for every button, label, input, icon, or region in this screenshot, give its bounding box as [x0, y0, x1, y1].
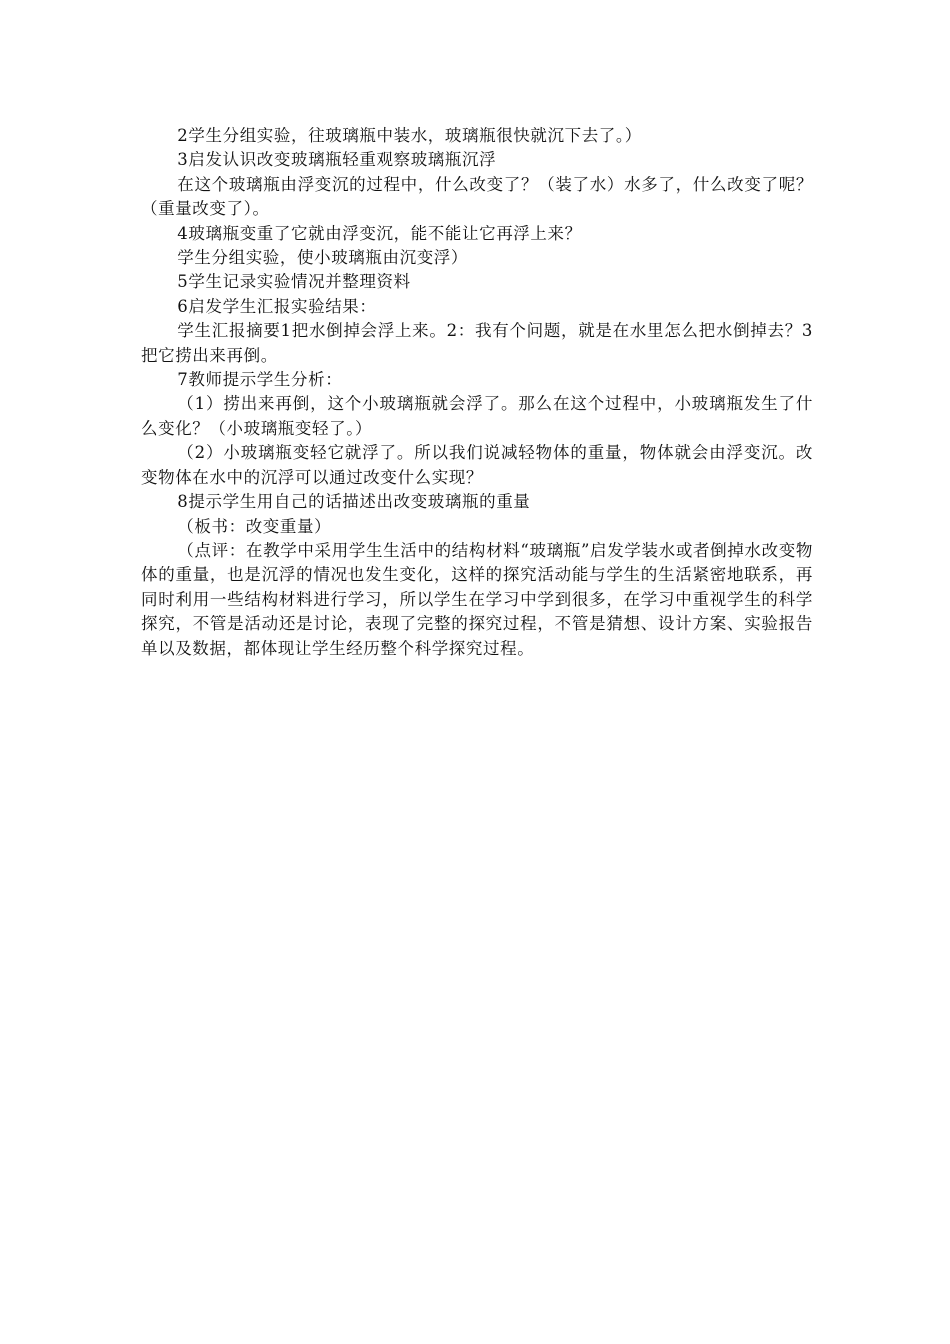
paragraph: 3启发认识改变玻璃瓶轻重观察玻璃瓶沉浮	[177, 150, 497, 170]
paragraph: 4玻璃瓶变重了它就由浮变沉，能不能让它再浮上来？	[177, 223, 582, 243]
paragraph: 7教师提示学生分析：	[177, 370, 343, 390]
document-body	[141, 124, 813, 661]
paragraph: 5学生记录实验情况并整理资料	[177, 272, 411, 292]
paragraph: （1）捞出来再倒，这个小玻璃瓶就会浮了。那么在这个过程中，小玻璃瓶发生了什么变化？（小玻璃瓶变轻了。）	[141, 394, 813, 438]
paragraph: 6启发学生汇报实验结果：	[177, 296, 377, 316]
paragraph: （2）小玻璃瓶变轻它就浮了。所以我们说减轻物体的重量，物体就会由浮变沉。改变物体在水中的沉浮可以通过改变什么实现？	[141, 443, 813, 487]
paragraph: 8提示学生用自己的话描述出改变玻璃瓶的重量	[177, 492, 531, 512]
paragraph: （点评：在教学中采用学生生活中的结构材料“玻璃瓶”启发学装水或者倒掉水改变物体的重量，也是沉浮的情况也发生变化，这样的探究活动能与学生的生活紧密地联系，再同时利用一些结构材料进行学习，所以学生在学习中学到很多，在学习中重视学生的科学探究，不管是活动还是讨论，表现了完整的探究过程，不管是猜想、设计方案、实验报告单以及数据，都体现让学生经历整个科学探究过程。	[141, 540, 813, 658]
paragraph: 2学生分组实验，往玻璃瓶中装水，玻璃瓶很快就沉下去了。）	[177, 126, 642, 145]
paragraph: （板书：改变重量）	[177, 516, 332, 536]
paragraph: 学生汇报摘要1把水倒掉会浮上来。2：我有个问题，就是在水里怎么把水倒掉去？3把它捞出来再倒。	[141, 321, 813, 365]
paragraph: 学生分组实验，使小玻璃瓶由沉变浮）	[177, 248, 468, 268]
paragraph: 在这个玻璃瓶由浮变沉的过程中，什么改变了？（装了水）水多了，什么改变了呢？（重量改变了）。	[141, 174, 813, 219]
